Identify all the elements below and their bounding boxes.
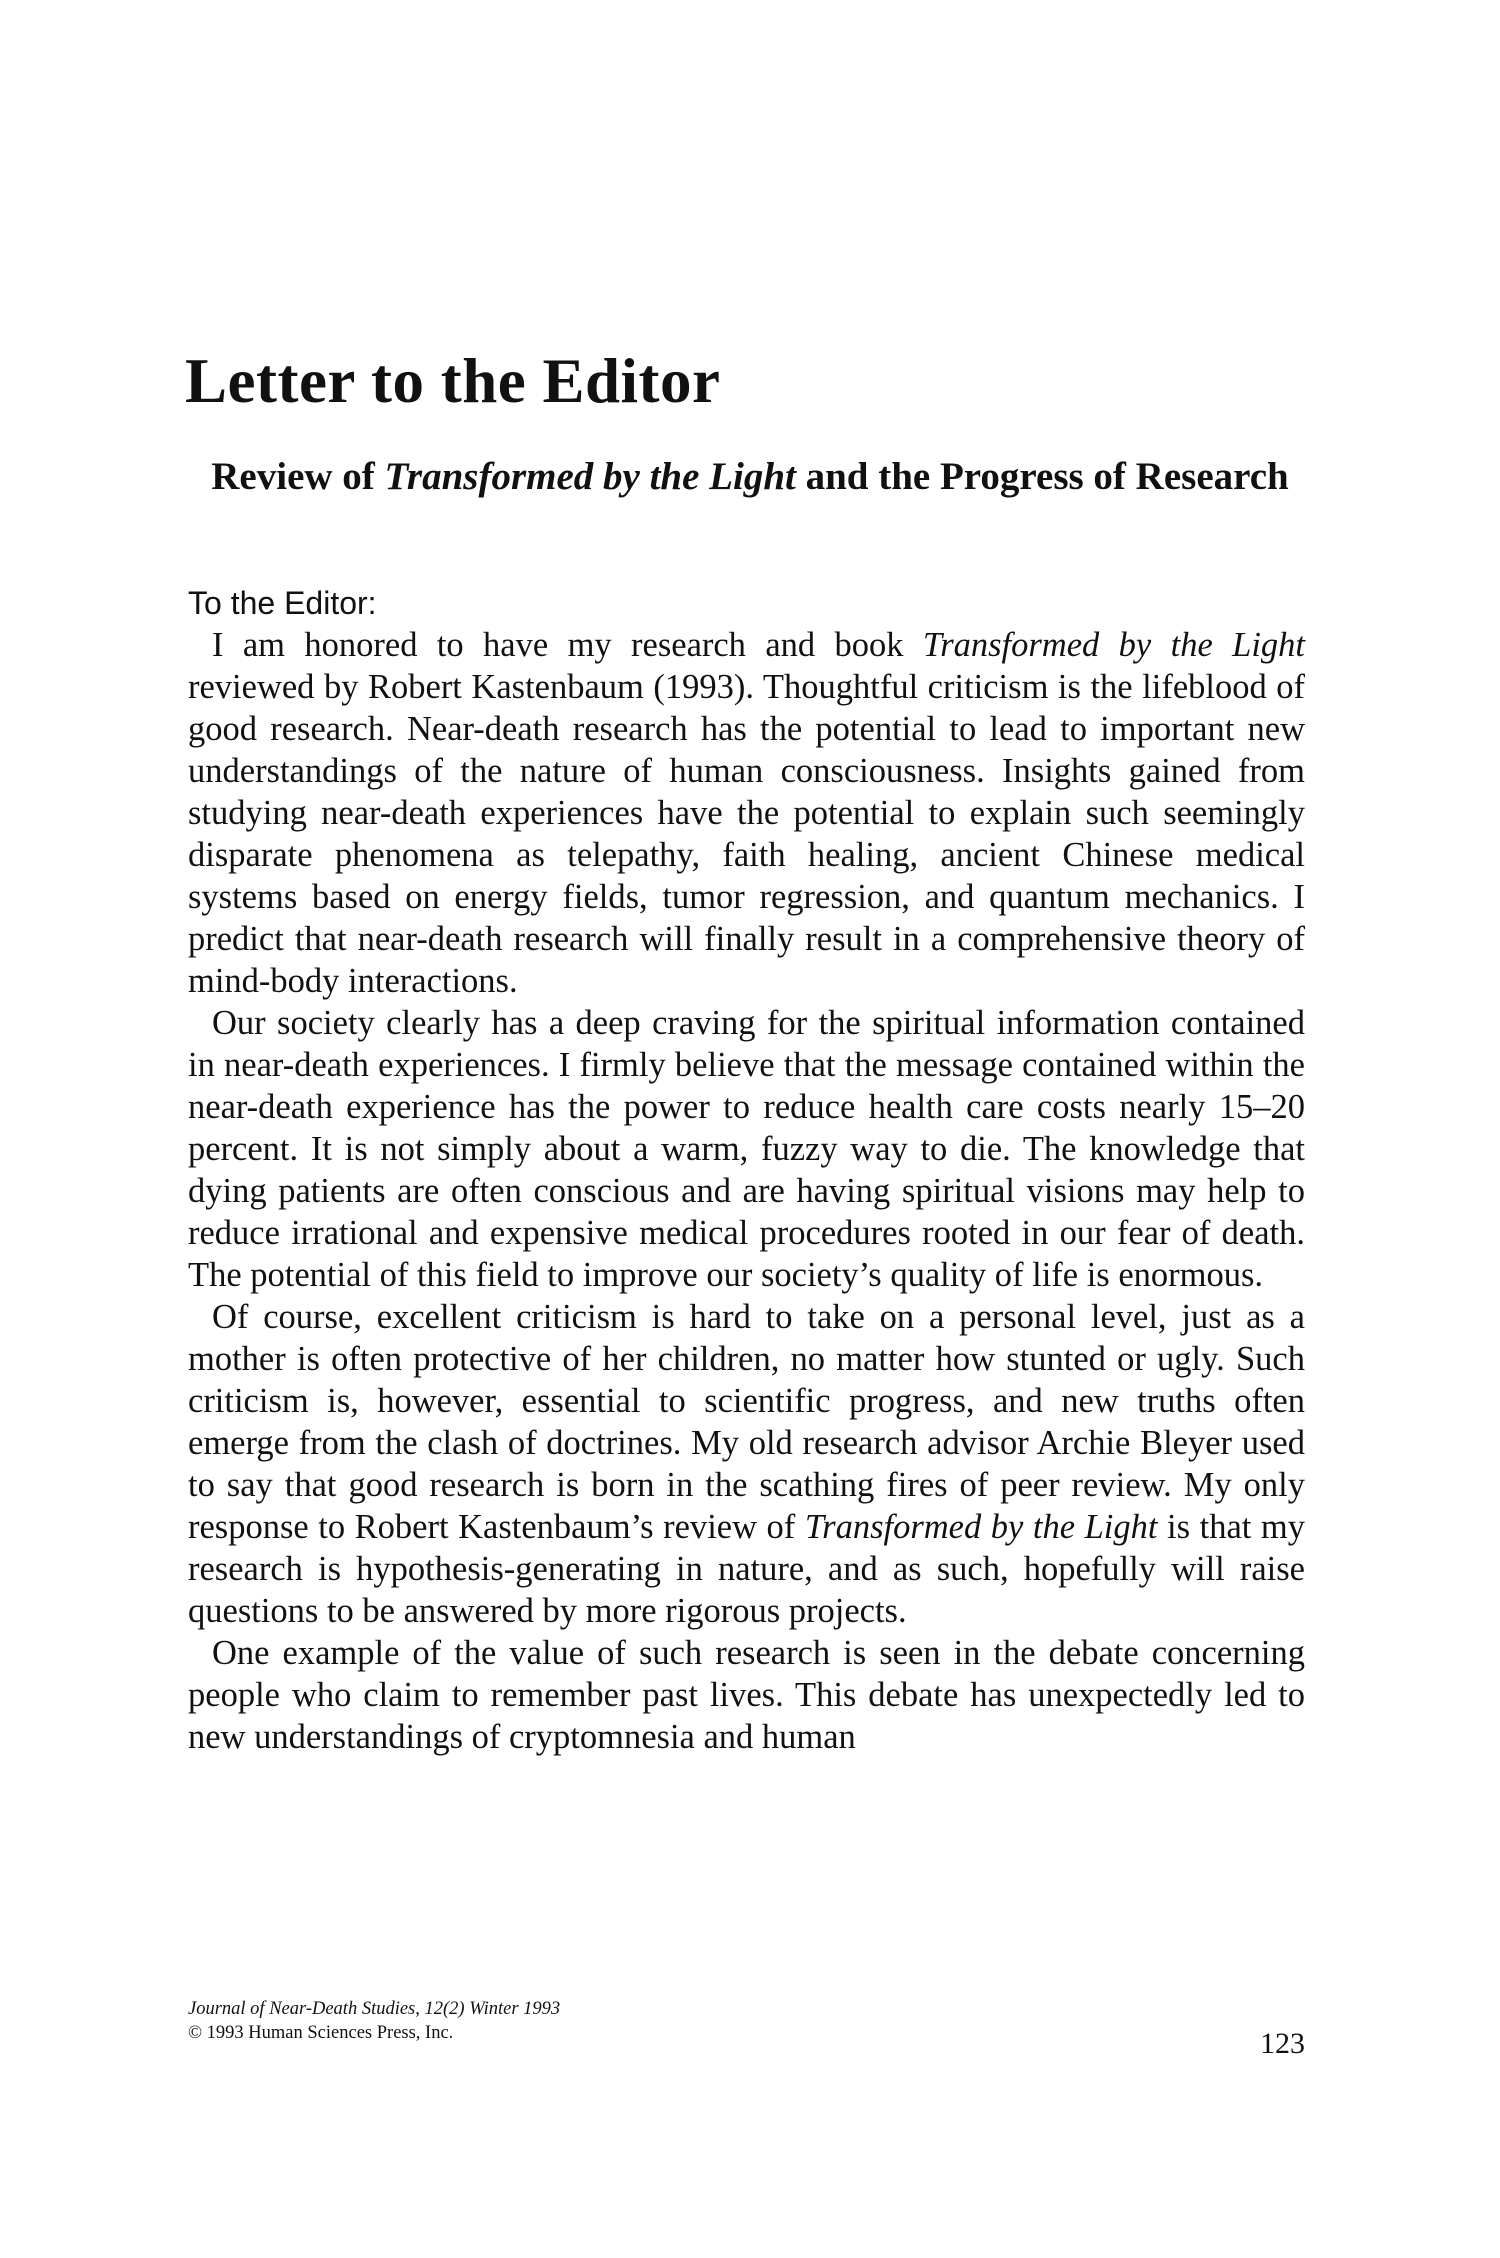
paragraph-3-text-b: is that my research is hypothesis-generating in nature, and as such, hopefully will raise questions to be answered by more rigorous projects. bbox=[188, 1508, 1305, 1630]
paragraph-1 bbox=[188, 624, 1305, 1002]
journal-citation: Journal of Near-Death Studies, 12(2) Winter 1993 bbox=[188, 1999, 561, 2019]
subtitle-book-title: Transformed by the Light bbox=[384, 455, 796, 498]
page-title: Letter to the Editor bbox=[185, 346, 721, 416]
subtitle-suffix: and the Progress of Research bbox=[795, 455, 1289, 498]
salutation: To the Editor: bbox=[188, 585, 377, 621]
paragraph-1-text-b: reviewed by Robert Kastenbaum (1993). Thoughtful criticism is the lifeblood of good research. Near-death research has the potential to lead to important new understandings of the nature of human consciousness. Insights gained from studying near-death experiences have the potential to explain such seemingly disparate phenomena as telepathy, faith healing, ancient Chinese medical systems based on energy fields, tumor regression, and quantum mechanics. I predict that near-death research will finally result in a comprehensive theory of mind-body interactions. bbox=[188, 668, 1305, 1000]
page-number: 123 bbox=[1260, 2027, 1305, 2060]
copyright-notice: © 1993 Human Sciences Press, Inc. bbox=[188, 2023, 454, 2043]
paragraph-3-text-a: Of course, excellent criticism is hard to take on a personal level, just as a mother is often protective of her children, no matter how stunted or ugly. Such criticism is, however, essential to scientific progress, and new truths often emerge from the clash of doctrines. My old research advisor Archie Bleyer used to say that good research is born in the scathing fires of peer review. My only response to Robert Kastenbaum’s review of bbox=[188, 1298, 1305, 1546]
paragraph-1-book-title: Transformed by the Light bbox=[922, 626, 1305, 664]
paragraph-3 bbox=[188, 1296, 1305, 1632]
paragraph-2: Our society clearly has a deep craving for the spiritual information contained in near-death experiences. I firmly believe that the message contained within the near-death experience has the power to reduce health care costs nearly 15–20 percent. It is not simply about a warm, fuzzy way to die. The knowledge that dying patients are often conscious and are having spiritual visions may help to reduce irrational and expensive medical procedures rooted in our fear of death. The potential of this field to improve our society’s quality of life is enormous. bbox=[188, 1004, 1305, 1294]
letter-body bbox=[188, 582, 1305, 1758]
paragraph-1-text-a: I am honored to have my research and book bbox=[212, 626, 923, 664]
paragraph-4: One example of the value of such research is seen in the debate concerning people who claim to remember past lives. This debate has unexpectedly led to new understandings of cryptomnesia and human bbox=[188, 1634, 1305, 1756]
article-subtitle bbox=[200, 454, 1300, 500]
paragraph-3-book-title: Transformed by the Light bbox=[804, 1508, 1158, 1546]
subtitle-prefix: Review of bbox=[211, 455, 385, 498]
page-footer bbox=[188, 1997, 1305, 2045]
